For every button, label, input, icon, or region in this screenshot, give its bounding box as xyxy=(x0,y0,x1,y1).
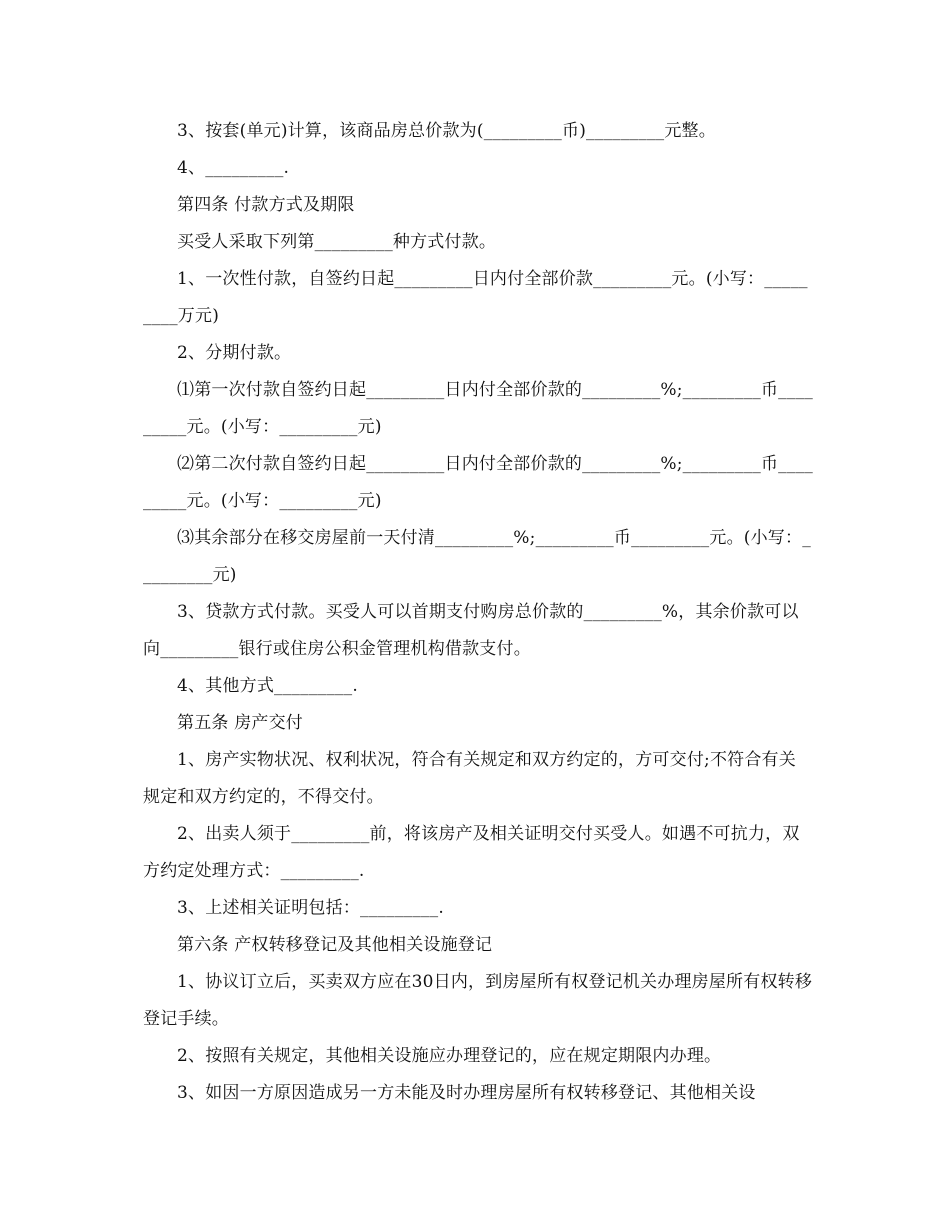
paragraph-other-payment: 4、其他方式_________. xyxy=(177,676,358,696)
paragraph-facility-registration: 2、按照有关规定，其他相关设施应办理登记的，应在规定期限内办理。 xyxy=(177,1046,722,1066)
paragraph-delivery-deadline: 2、出卖人须于_________前，将该房产及相关证明交付买受人。如遇不可抗力，双方约定处理方式：_________. xyxy=(143,824,800,881)
paragraph-first-installment: ⑴第一次付款自签约日起_________日内付全部价款的_________%;_________币_________元。(小写：_________元) xyxy=(143,380,813,437)
paragraph-total-price: 3、按套(单元)计算，该商品房总价款为(_________币)_________元整。 xyxy=(177,121,716,141)
paragraph-delivery-condition: 1、房产实物状况、权利状况，符合有关规定和双方约定的，方可交付;不符合有关规定和双方约定的，不得交付。 xyxy=(143,750,796,807)
paragraph-installment: 2、分期付款。 xyxy=(177,343,292,363)
paragraph-payment-choice: 买受人采取下列第_________种方式付款。 xyxy=(177,232,497,252)
paragraph-item-4: 4、_________. xyxy=(177,158,290,178)
heading-article-6: 第六条 产权转移登记及其他相关设施登记 xyxy=(177,935,493,955)
heading-article-5: 第五条 房产交付 xyxy=(177,713,304,733)
paragraph-remaining-installment: ⑶其余部分在移交房屋前一天付清_________%;_________币_________元。(小写：_________元) xyxy=(143,528,811,585)
paragraph-certificates: 3、上述相关证明包括：_________. xyxy=(177,898,444,918)
paragraph-loan-payment: 3、贷款方式付款。买受人可以首期支付购房总价款的_________%，其余价款可以向_________银行或住房公积金管理机构借款支付。 xyxy=(143,602,799,659)
paragraph-second-installment: ⑵第二次付款自签约日起_________日内付全部价款的_________%;_________币_________元。(小写：_________元) xyxy=(143,454,813,511)
document-body xyxy=(143,113,813,1112)
heading-article-4: 第四条 付款方式及期限 xyxy=(177,195,355,215)
paragraph-lump-sum: 1、一次性付款，自签约日起_________日内付全部价款_________元。(小写：_________万元) xyxy=(143,269,808,326)
paragraph-delay-liability: 3、如因一方原因造成另一方未能及时办理房屋所有权转移登记、其他相关设 xyxy=(177,1083,756,1103)
paragraph-registration: 1、协议订立后，买卖双方应在30日内，到房屋所有权登记机关办理房屋所有权转移登记手续。 xyxy=(143,972,813,1029)
